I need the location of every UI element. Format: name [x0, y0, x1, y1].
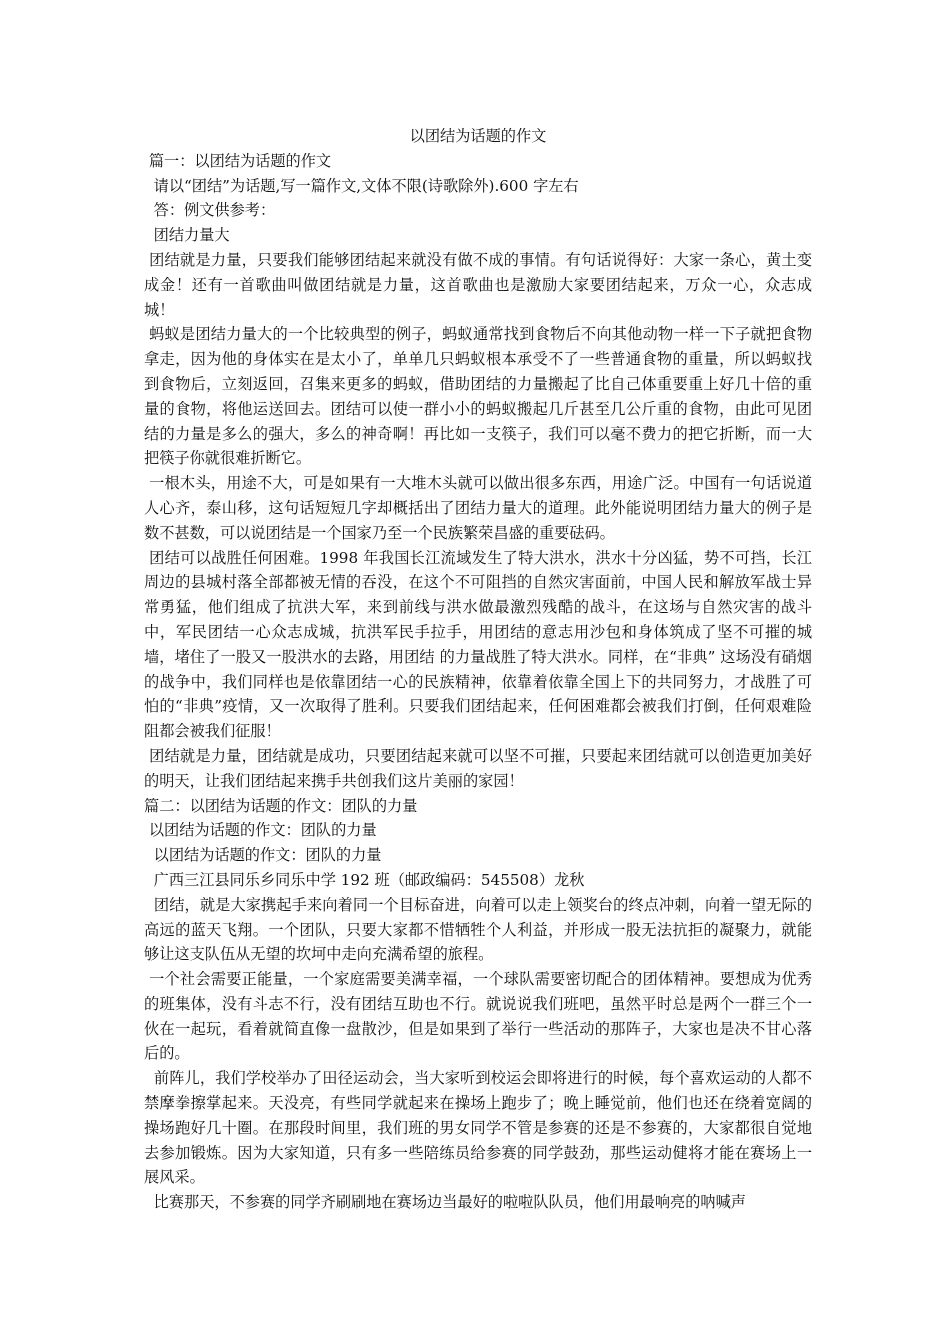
paragraph: 以团结为话题的作文：团队的力量: [144, 846, 382, 865]
paragraph: 以团结为话题的作文：团队的力量: [144, 821, 377, 840]
paragraph: 篇一：以团结为话题的作文: [144, 151, 332, 170]
paragraph: 请以“团结”为话题,写一篇作文,文体不限(诗歌除外).600 字左右: [144, 176, 579, 195]
paragraph: 一个社会需要正能量，一个家庭需要美满幸福，一个球队需要密切配合的团体精神。要想成为优秀的班集体，没有斗志不行，没有团结互助也不行。就说说我们班吧，虽然平时总是两个一群三个一伙在一起玩，看着就简直像一盘散沙，但是如果到了举行一些活动的那阵子，大家也是决不甘心落后的。: [144, 970, 813, 1063]
paragraph: 团结可以战胜任何困难。1998 年我国长江流域发生了特大洪水，洪水十分凶猛，势不可挡，长江周边的县城村落全部都被无情的吞没，在这个不可阻挡的自然灾害面前，中国人民和解放军战士异常勇猛，他们组成了抗洪大军，来到前线与洪水做最激烈残酷的战斗，在这场与自然灾害的战斗中，军民团结一心众志成城，抗洪军民手拉手，用团结的意志用沙包和身体筑成了坚不可摧的城墙，堵住了一股又一股洪水的去路，用团结 的力量战胜了特大洪水。同样，在“非典” 这场没有硝烟的战争中，我们同样也是依靠团结一心的民族精神，依靠着依靠全国上下的共同努力，才战胜了可怕的“非典”疫情，又一次取得了胜利。只要我们团结起来，任何困难都会被我们打倒，任何艰难险阻都会被我们征服！: [144, 548, 812, 741]
author-line: 广西三江县同乐乡同乐中学 192 班（邮政编码：545508）龙秋: [144, 870, 585, 889]
paragraph: 团结就是力量，只要我们能够团结起来就没有做不成的事情。有句话说得好：大家一条心，黄土变成金！还有一首歌曲叫做团结就是力量，这首歌曲也是激励大家要团结起来，万众一心，众志成城！: [144, 250, 813, 319]
paragraph: 团结就是力量，团结就是成功，只要团结起来就可以坚不可摧，只要起来团结就可以创造更加美好的明天，让我们团结起来携手共创我们这片美丽的家园！: [144, 746, 813, 790]
paragraph: 团结力量大: [144, 226, 230, 245]
paragraph: 比赛那天，不参赛的同学齐刷刷地在赛场边当最好的啦啦队队员，他们用最响亮的呐喊声: [144, 1193, 746, 1212]
document-page: [144, 124, 812, 1215]
paragraph: 答：例文供参考：: [144, 201, 276, 220]
paragraph: 前阵儿，我们学校举办了田径运动会，当大家听到校运会即将进行的时候，每个喜欢运动的人都不禁摩拳擦掌起来。天没亮，有些同学就起来在操场上跑步了；晚上睡觉前，他们也还在绕着宽阔的操场跑好几十圈。在那段时间里，我们班的男女同学不管是参赛的还是不参赛的，大家都很自觉地去参加锻炼。因为大家知道，只有多一些陪练员给参赛的同学鼓劲，那些运动健将才能在赛场上一展风采。: [144, 1069, 813, 1187]
paragraph: 蚂蚁是团结力量大的一个比较典型的例子，蚂蚁通常找到食物后不向其他动物一样一下子就把食物拿走，因为他的身体实在是太小了，单单几只蚂蚁根本承受不了一些普通食物的重量，所以蚂蚁找到食物后，立刻返回，召集来更多的蚂蚁，借助团结的力量搬起了比自己体重要重上好几十倍的重量的食物，将他运送回去。团结可以使一群小小的蚂蚁搬起几斤甚至几公斤重的食物，由此可见团结的力量是多么的强大，多么的神奇啊！再比如一支筷子，我们可以毫不费力的把它折断，而一大把筷子你就很难折断它。: [144, 325, 813, 468]
paragraph: 一根木头，用途不大，可是如果有一大堆木头就可以做出很多东西，用途广泛。中国有一句话说道人心齐，泰山移，这句话短短几字却概括出了团结力量大的道理。此外能说明团结力量大的例子是数不甚数，可以说团结是一个国家乃至一个民族繁荣昌盛的重要砝码。: [144, 474, 813, 542]
document-title: 以团结为话题的作文: [409, 127, 547, 145]
section-heading: 篇二：以团结为话题的作文：团队的力量: [144, 796, 418, 815]
paragraph: 团结，就是大家携起手来向着同一个目标奋进，向着可以走上领奖台的终点冲刺，向着一望无际的高远的蓝天飞翔。一个团队，只要大家都不惜牺牲个人利益，并形成一股无法抗拒的凝聚力，就能够让这支队伍从无望的坎坷中走向充满希望的旅程。: [144, 895, 813, 964]
